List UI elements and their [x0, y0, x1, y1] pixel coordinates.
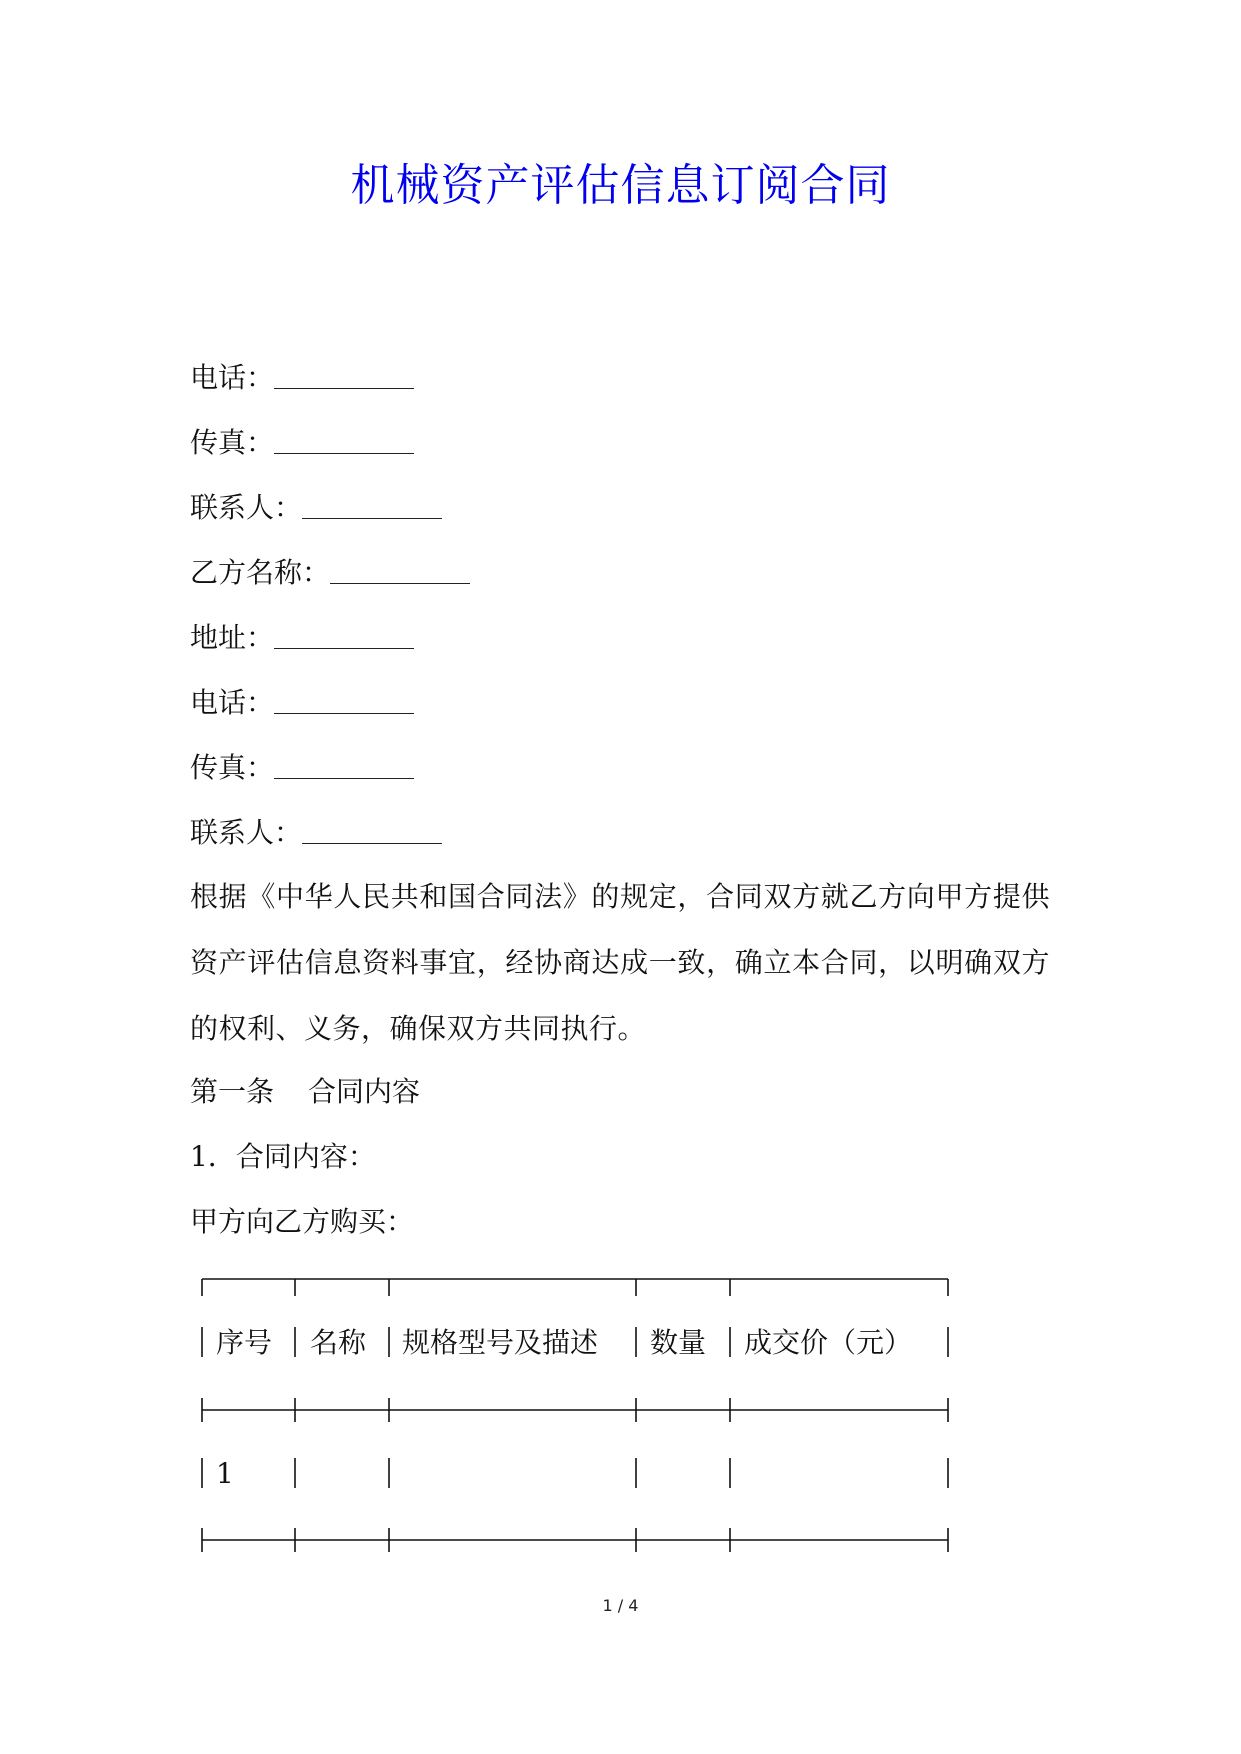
party-b-fax-label: 传真： — [190, 751, 275, 784]
table-header-cell: 名称 — [310, 1326, 367, 1359]
table-header-cell: 规格型号及描述 — [402, 1326, 599, 1359]
document-title: 机械资产评估信息订阅合同 — [350, 160, 891, 211]
item-1-label: 1．合同内容： — [190, 1140, 376, 1173]
party-b-phone-label: 电话： — [190, 686, 275, 719]
table-header-cell: 数量 — [650, 1326, 707, 1359]
party-b-contact-label: 联系人： — [190, 816, 303, 849]
table-header-cell: 成交价（元） — [744, 1326, 913, 1359]
party-a-contact-label: 联系人： — [190, 491, 303, 524]
page-number: 1 / 4 — [602, 1596, 639, 1615]
party-b-address-label: 地址： — [190, 621, 275, 654]
purchase-label: 甲方向乙方购买： — [190, 1205, 415, 1238]
article-number: 第一条 — [190, 1075, 275, 1108]
party-a-phone-label: 电话： — [190, 361, 275, 394]
intro-paragraph: 根据《中华人民共和国合同法》的规定，合同双方就乙方向甲方提供资产评估信息资料事宜，经协商达成一致，确立本合同，以明确双方的权利、义务，确保双方共同执行。 — [190, 880, 1050, 1045]
table-grid — [202, 1279, 948, 1552]
table-header-cell: 序号 — [216, 1326, 273, 1359]
article-title: 合同内容 — [308, 1075, 421, 1108]
table-cell: 1 — [216, 1457, 234, 1490]
party-b-name-label: 乙方名称： — [190, 556, 331, 589]
party-a-fax-label: 传真： — [190, 426, 275, 459]
